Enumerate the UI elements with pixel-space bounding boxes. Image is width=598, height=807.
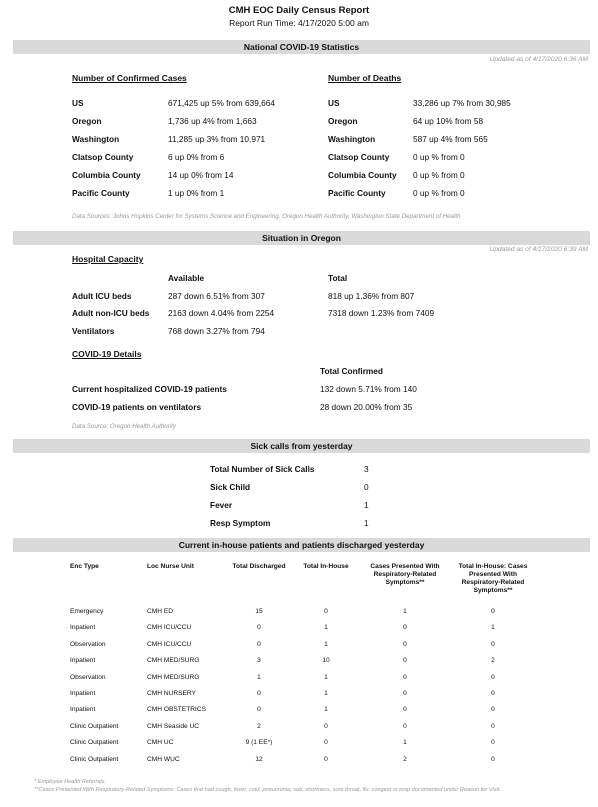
- cell-enc-type: Clinic Outpatient: [70, 755, 119, 763]
- cell-total-discharged: 0: [257, 640, 261, 648]
- cell-loc-nurse-unit: CMH Seaside UC: [147, 722, 200, 730]
- cell-loc-nurse-unit: CMH MED/SURG: [147, 673, 200, 681]
- deaths-label: Washington: [328, 134, 376, 144]
- cell-total-discharged: 0: [257, 690, 261, 697]
- cell-enc-type: Inpatient: [70, 690, 96, 697]
- cell-cases-respiratory: 0: [403, 673, 407, 681]
- footnote-respiratory: **Cases Presented With Respiratory-Related Symptoms: Cases that had cough, fever, cold, pneumonia, sob, shortness, sore throat, flu, congest or resp documented under Reason for Visit.: [34, 787, 501, 793]
- col-loc-nurse-unit: Loc Nurse Unit: [147, 563, 194, 570]
- cell-enc-type: Inpatient: [70, 657, 96, 665]
- cell-inhouse-respiratory: 0: [491, 739, 495, 747]
- cases-label: US: [72, 98, 84, 108]
- cases-value: 11,285 up 3% from 10,971: [168, 134, 266, 144]
- cell-inhouse-respiratory: 0: [491, 608, 495, 615]
- col-enc-type: Enc Type: [70, 563, 99, 570]
- sick-calls-label: Sick Child: [210, 482, 251, 492]
- sick-calls-value: 1: [364, 518, 369, 528]
- cell-total-discharged: 0: [257, 706, 261, 714]
- deaths-label: Columbia County: [328, 170, 397, 180]
- total-confirmed-header: Total Confirmed: [320, 366, 383, 376]
- footnote-employee: * Employee Health Referrals.: [34, 779, 107, 785]
- sick-calls-section-bar: Sick calls from yesterday: [13, 439, 590, 453]
- cell-inhouse-respiratory: 0: [491, 690, 495, 697]
- cell-total-in-house: 1: [324, 624, 328, 632]
- cell-total-in-house: 0: [324, 608, 328, 615]
- cell-loc-nurse-unit: CMH MED/SURG: [147, 657, 200, 665]
- available-header: Available: [168, 273, 205, 283]
- cell-enc-type: Clinic Outpatient: [70, 739, 119, 747]
- cell-cases-respiratory: 0: [403, 640, 407, 648]
- cell-total-in-house: 10: [322, 657, 330, 665]
- cell-loc-nurse-unit: CMH NURSERY: [147, 690, 196, 697]
- cell-total-in-house: 1: [324, 673, 328, 681]
- capacity-available: 2163 down 4.04% from 2254: [168, 308, 275, 318]
- sick-calls-value: 3: [364, 464, 369, 474]
- cell-loc-nurse-unit: CMH WUC: [147, 755, 180, 763]
- cell-total-discharged: 9 (1 EE*): [245, 739, 273, 747]
- deaths-value: 0 up % from 0: [413, 188, 465, 198]
- cell-loc-nurse-unit: CMH ICU/CCU: [147, 640, 192, 648]
- report-run-time: Report Run Time: 4/17/2020 5:00 am: [229, 18, 369, 28]
- cell-loc-nurse-unit: CMH ED: [147, 608, 174, 615]
- cell-total-discharged: 12: [255, 755, 263, 763]
- cell-loc-nurse-unit: CMH OBSTETRICS: [147, 706, 206, 714]
- cell-total-in-house: 0: [324, 755, 328, 763]
- cell-inhouse-respiratory: 0: [491, 706, 495, 714]
- cases-heading: Number of Confirmed Cases: [72, 73, 187, 83]
- capacity-label: Ventilators: [72, 326, 115, 336]
- cell-enc-type: Inpatient: [70, 624, 96, 632]
- cases-value: 671,425 up 5% from 639,664: [168, 98, 276, 108]
- hospital-capacity-heading: Hospital Capacity: [72, 254, 144, 264]
- cell-inhouse-respiratory: 0: [491, 640, 495, 648]
- cases-label: Oregon: [72, 116, 102, 126]
- cell-total-in-house: 0: [324, 722, 328, 730]
- cell-inhouse-respiratory: 0: [491, 755, 495, 763]
- cell-total-in-house: 1: [324, 640, 328, 648]
- sick-calls-label: Fever: [210, 500, 233, 510]
- cases-value: 6 up 0% from 6: [168, 152, 225, 162]
- details-label: Current hospitalized COVID-19 patients: [72, 384, 227, 394]
- cell-total-in-house: 0: [324, 739, 328, 747]
- cell-total-discharged: 2: [257, 722, 261, 730]
- details-label: COVID-19 patients on ventilators: [72, 402, 202, 412]
- national-section-bar: National COVID-19 Statistics: [13, 40, 590, 54]
- cell-cases-respiratory: 0: [403, 657, 407, 665]
- cell-total-discharged: 15: [255, 608, 263, 615]
- cell-cases-respiratory: 0: [403, 624, 407, 632]
- cell-loc-nurse-unit: CMH UC: [147, 739, 174, 747]
- oregon-section-bar: Situation in Oregon: [13, 231, 590, 245]
- cell-cases-respiratory: 1: [403, 739, 407, 747]
- cell-total-discharged: 3: [257, 657, 261, 665]
- cell-total-in-house: 1: [324, 690, 328, 697]
- cell-loc-nurse-unit: CMH ICU/CCU: [147, 624, 192, 632]
- cell-cases-respiratory: 0: [403, 690, 407, 697]
- covid-details-heading: COVID-19 Details: [72, 349, 142, 359]
- inhouse-section-bar: Current in-house patients and patients discharged yesterday: [13, 538, 590, 552]
- capacity-total: 7318 down 1.23% from 7409: [328, 308, 435, 318]
- cases-value: 1,736 up 4% from 1,663: [168, 116, 257, 126]
- cell-total-discharged: 0: [257, 624, 261, 632]
- col-total-in-house: Total In-House: [303, 563, 349, 570]
- cell-cases-respiratory: 1: [403, 608, 407, 615]
- deaths-value: 33,286 up 7% from 30,985: [413, 98, 511, 108]
- national-updated: Updated as of 4/17/2020 6:36 AM: [489, 56, 588, 63]
- capacity-available: 768 down 3.27% from 794: [168, 326, 265, 336]
- cell-enc-type: Observation: [70, 640, 106, 648]
- total-header: Total: [328, 273, 348, 283]
- col-total-discharged: Total Discharged: [232, 563, 286, 570]
- cases-label: Washington: [72, 134, 120, 144]
- cases-label: Clatsop County: [72, 152, 134, 162]
- cell-cases-respiratory: 0: [403, 722, 407, 730]
- col-inhouse-respiratory: Total In-House: Cases Presented With Respiratory-Related Symptoms**: [458, 563, 528, 594]
- national-source: Data Sources: Johns Hopkins Center for Systems Science and Engineering, Oregon Health Authority, Washington State Department of Health: [72, 213, 461, 220]
- deaths-label: US: [328, 98, 340, 108]
- deaths-heading: Number of Deaths: [328, 73, 402, 83]
- sick-calls-label: Total Number of Sick Calls: [210, 464, 315, 474]
- cell-enc-type: Observation: [70, 673, 106, 681]
- sick-calls-value: 1: [364, 500, 369, 510]
- deaths-value: 587 up 4% from 565: [413, 134, 488, 144]
- capacity-label: Adult non-ICU beds: [72, 308, 150, 318]
- cases-label: Pacific County: [72, 188, 130, 198]
- report-title: CMH EOC Daily Census Report: [228, 5, 370, 16]
- cell-total-discharged: 1: [257, 673, 261, 681]
- col-cases-respiratory: Cases Presented With Respiratory-Related Symptoms**: [370, 563, 440, 586]
- cell-inhouse-respiratory: 0: [491, 722, 495, 730]
- deaths-value: 64 up 10% from 58: [413, 116, 484, 126]
- cases-label: Columbia County: [72, 170, 141, 180]
- sick-calls-label: Resp Symptom: [210, 518, 271, 528]
- details-value: 28 down 20.00% from 35: [320, 402, 413, 412]
- cases-value: 1 up 0% from 1: [168, 188, 225, 198]
- deaths-label: Pacific County: [328, 188, 386, 198]
- cell-inhouse-respiratory: 0: [491, 673, 495, 681]
- cell-cases-respiratory: 0: [403, 706, 407, 714]
- capacity-available: 287 down 6.51% from 307: [168, 291, 265, 301]
- oregon-source: Data Source: Oregon Health Authority: [72, 423, 176, 430]
- deaths-label: Oregon: [328, 116, 358, 126]
- cell-enc-type: Clinic Outpatient: [70, 722, 119, 730]
- cell-enc-type: Inpatient: [70, 706, 96, 714]
- deaths-value: 0 up % from 0: [413, 152, 465, 162]
- deaths-value: 0 up % from 0: [413, 170, 465, 180]
- deaths-label: Clatsop County: [328, 152, 390, 162]
- capacity-total: 818 up 1.36% from 807: [328, 291, 415, 301]
- details-value: 132 down 5.71% from 140: [320, 384, 417, 394]
- cases-value: 14 up 0% from 14: [168, 170, 234, 180]
- cell-total-in-house: 1: [324, 706, 328, 714]
- cell-inhouse-respiratory: 2: [491, 657, 495, 665]
- oregon-updated: Updated as of 4/17/2020 6:39 AM: [489, 246, 588, 253]
- sick-calls-value: 0: [364, 482, 369, 492]
- cell-inhouse-respiratory: 1: [491, 624, 495, 632]
- cell-enc-type: Emergency: [70, 608, 104, 615]
- capacity-label: Adult ICU beds: [72, 291, 132, 301]
- cell-cases-respiratory: 2: [403, 755, 407, 763]
